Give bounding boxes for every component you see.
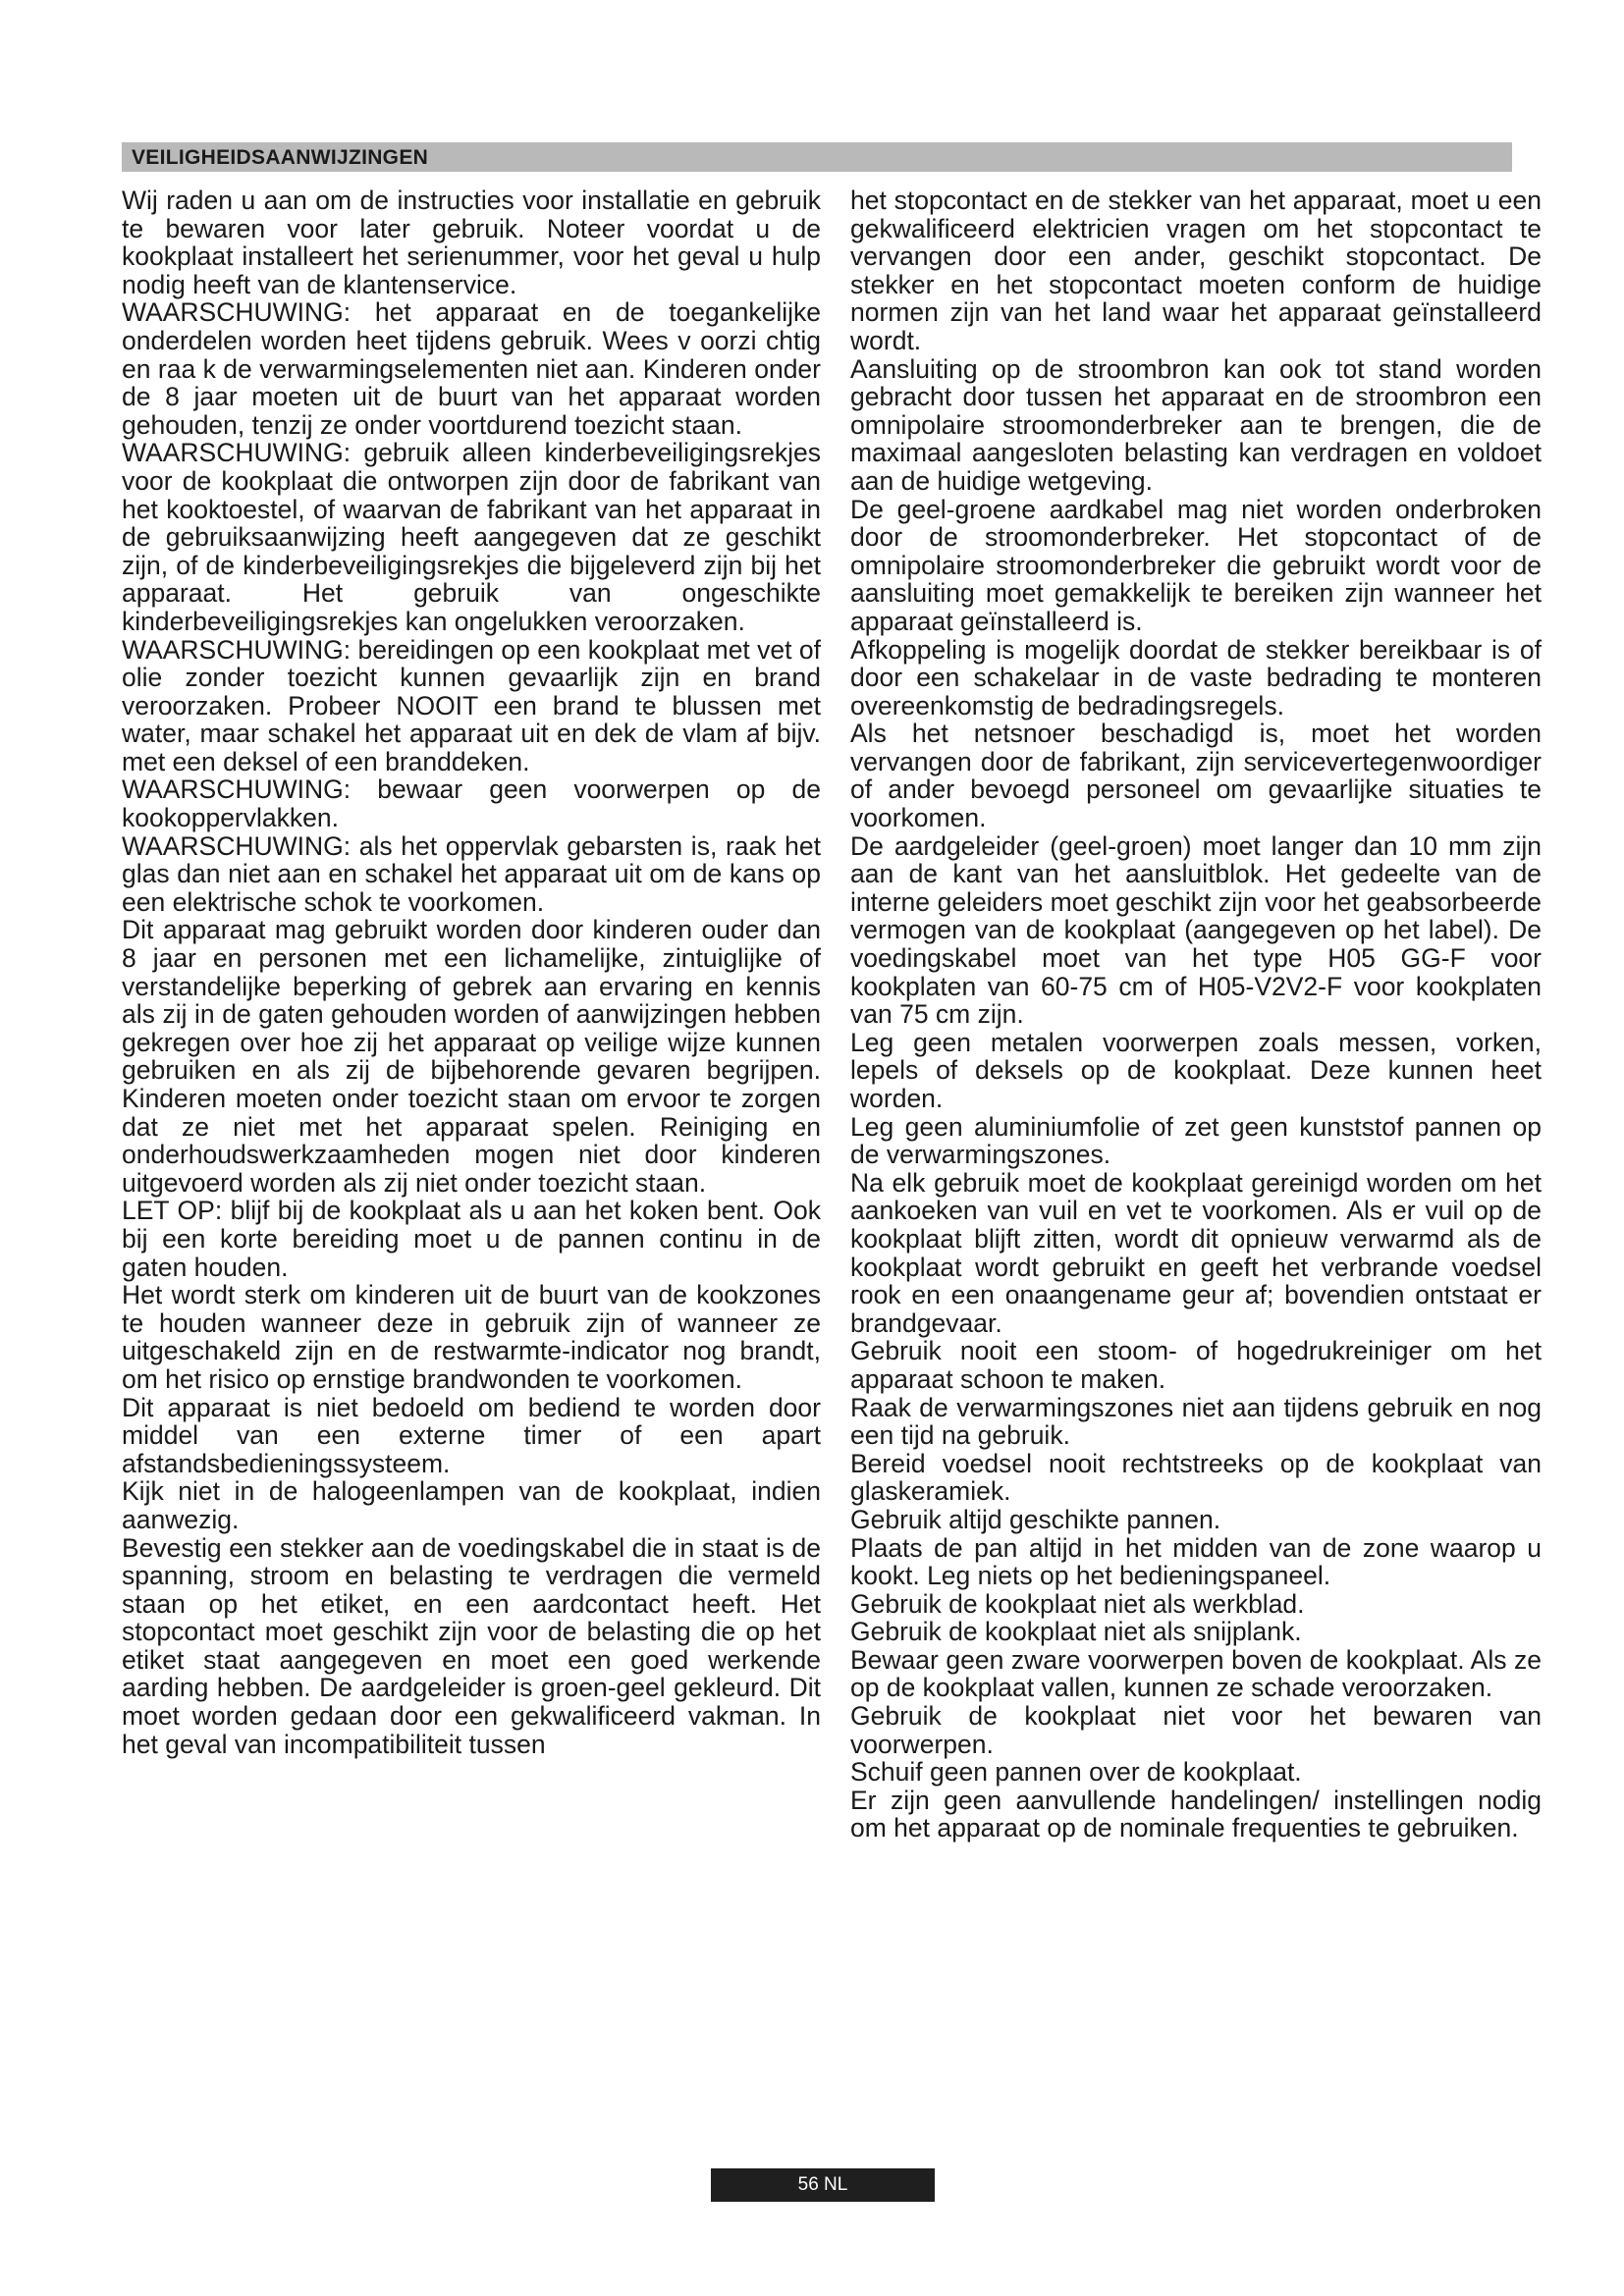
- right-text-column: [850, 187, 1542, 1842]
- paragraph: LET OP: blijf bij de kookplaat als u aan het koken bent. Ook bij een korte bereiding moet u de pannen continu in de gaten houden.: [122, 1196, 821, 1282]
- paragraph: Na elk gebruik moet de kookplaat gereinigd worden om het aankoeken van vuil en vet te voorkomen. Als er vuil op de kookplaat blijft zitten, wordt dit opnieuw verwarmd als de kookplaat wordt gebruikt en geeft het verbrande voedsel rook en een onaangename geur af; bovendien ontstaat er brandgevaar.: [850, 1167, 1542, 1338]
- paragraph: Bewaar geen zware voorwerpen boven de kookplaat. Als ze op de kookplaat vallen, kunnen ze schade veroorzaken.: [850, 1644, 1542, 1703]
- paragraph: WAARSCHUWING: bereidingen op een kookplaat met vet of olie zonder toezicht kunnen gevaarlijk zijn en brand veroorzaken. Probeer NOOIT een brand te blussen met water, maar schakel het apparaat uit en dek de vlam af bijv. met een deksel of een branddeken.: [122, 634, 821, 776]
- paragraph: Gebruik de kookplaat niet als snijplank.: [850, 1617, 1302, 1647]
- paragraph: Als het netsnoer beschadigd is, moet het worden vervangen door de fabrikant, zijn servicevertegenwoordiger of ander bevoegd personeel om gevaarlijke situaties te voorkomen.: [850, 719, 1542, 833]
- paragraph: Leg geen metalen voorwerpen zoals messen, vorken, lepels of deksels op de kookplaat. Deze kunnen heet worden.: [850, 1027, 1542, 1113]
- paragraph: Aansluiting op de stroombron kan ook tot stand worden gebracht door tussen het apparaat en de stroombron een omnipolaire stroomonderbreker aan te brengen, die de maximaal aangesloten belasting kan verdragen en voldoet aan de huidige wetgeving.: [850, 353, 1542, 496]
- paragraph: De geel-groene aardkabel mag niet worden onderbroken door de stroomonderbreker. Het stopcontact of de omnipolaire stroomonderbreker die gebruikt wordt voor de aansluiting moet gemakkelijk te bereiken zijn wanneer het apparaat geïnstalleerd is.: [850, 494, 1542, 636]
- paragraph: Dit apparaat is niet bedoeld om bediend te worden door middel van een externe timer of een apart afstandsbedieningssysteem.: [122, 1392, 821, 1478]
- paragraph: WAARSCHUWING: bewaar geen voorwerpen op de kookoppervlakken.: [122, 774, 821, 833]
- paragraph: Bevestig een stekker aan de voedingskabel die in staat is de spanning, stroom en belasting te verdragen die vermeld staan op het etiket, en een aardcontact heeft. Het stopcontact moet geschikt zijn voor de belasting die op het etiket staat aangegeven en moet een goed werkende aarding hebben. De aardgeleider is groen-geel gekleurd. Dit moet worden gedaan door een gekwalificeerd vakman. In het geval van incompatibiliteit tussen: [122, 1532, 821, 1759]
- paragraph: WAARSCHUWING: gebruik alleen kinderbeveiligingsrekjes voor de kookplaat die ontworpen zijn door de fabrikant van het kooktoestel, of waarvan de fabrikant van het apparaat in de gebruiksaanwijzing heeft aangegeven dat ze geschikt zijn, of de kinderbeveiligingsrekjes die bijgeleverd zijn bij het apparaat. Het gebruik van ongeschikte kinderbeveiligingsrekjes kan ongelukken veroorzaken.: [122, 438, 821, 636]
- paragraph: Wij raden u aan om de instructies voor installatie en gebruik te bewaren voor later gebruik. Noteer voordat u de kookplaat installeert het serienummer, voor het geval u hulp nodig heeft van de klantenservice.: [122, 186, 821, 299]
- paragraph: Plaats de pan altijd in het midden van de zone waarop u kookt. Leg niets op het bedieningspaneel.: [850, 1532, 1542, 1591]
- paragraph: het stopcontact en de stekker van het apparaat, moet u een gekwalificeerd elektricien vragen om het stopcontact te vervangen door een ander, geschikt stopcontact. De stekker en het stopcontact moeten conform de huidige normen zijn van het land waar het apparaat geïnstalleerd wordt.: [850, 186, 1542, 355]
- paragraph: Leg geen aluminiumfolie of zet geen kunststof pannen op de verwarmingszones.: [850, 1111, 1542, 1170]
- paragraph: Gebruik nooit een stoom- of hogedrukreiniger om het apparaat schoon te maken.: [850, 1336, 1542, 1394]
- paragraph: Dit apparaat mag gebruikt worden door kinderen ouder dan 8 jaar en personen met een lichamelijke, zintuiglijke of verstandelijke beperking of gebrek aan ervaring en kennis als zij in de gaten gehouden worden of aanwijzingen hebben gekregen over hoe zij het apparaat op veilige wijze kunnen gebruiken en als zij de bijbehorende gevaren begrijpen. Kinderen moeten onder toezicht staan om ervoor te zorgen dat ze niet met het apparaat spelen. Reiniging en onderhoudswerkzaamheden mogen niet door kinderen uitgevoerd worden als zij niet onder toezicht staan.: [122, 915, 821, 1198]
- paragraph: Kijk niet in de halogeenlampen van de kookplaat, indien aanwezig.: [122, 1476, 821, 1534]
- page-number-badge: [711, 2168, 935, 2202]
- paragraph: Er zijn geen aanvullende handelingen/ instellingen nodig om het apparaat op de nominale frequenties te gebruiken.: [850, 1785, 1542, 1843]
- section-title: VEILIGHEIDSAANWIJZINGEN: [132, 146, 429, 169]
- paragraph: De aardgeleider (geel-groen) moet langer dan 10 mm zijn aan de kant van het aansluitblok. Het gedeelte van de interne geleiders moet geschikt zijn voor het geabsorbeerde vermogen van de kookplaat (aangegeven op het label). De voedingskabel moet van het type H05 GG-F voor kookplaten van 60-75 cm of H05-V2V2-F voor kookplaten van 75 cm zijn.: [850, 830, 1542, 1030]
- paragraph: Afkoppeling is mogelijk doordat de stekker bereikbaar is of door een schakelaar in de vaste bedrading te monteren overeenkomstig de bedradingsregels.: [850, 634, 1542, 721]
- paragraph: Gebruik de kookplaat niet als werkblad.: [850, 1588, 1305, 1619]
- paragraph: Het wordt sterk om kinderen uit de buurt van de kookzones te houden wanneer deze in gebruik zijn of wanneer ze uitgeschakeld zijn en de restwarmte-indicator nog brandt, om het risico op ernstige brandwonden te voorkomen.: [122, 1280, 821, 1394]
- paragraph: Gebruik de kookplaat niet voor het bewaren van voorwerpen.: [850, 1701, 1542, 1759]
- paragraph: Bereid voedsel nooit rechtstreeks op de kookplaat van glaskeramiek.: [850, 1448, 1542, 1507]
- paragraph: Schuif geen pannen over de kookplaat.: [850, 1757, 1302, 1788]
- paragraph: WAARSCHUWING: als het oppervlak gebarsten is, raak het glas dan niet aan en schakel het apparaat uit om de kans op een elektrische schok te voorkomen.: [122, 830, 821, 917]
- section-header-bar: [122, 142, 1512, 172]
- paragraph: Gebruik altijd geschikte pannen.: [850, 1504, 1221, 1534]
- left-text-column: [122, 187, 821, 1758]
- page-number: 56 NL: [797, 2174, 848, 2195]
- paragraph: Raak de verwarmingszones niet aan tijdens gebruik en nog een tijd na gebruik.: [850, 1392, 1542, 1451]
- paragraph: WAARSCHUWING: het apparaat en de toegankelijke onderdelen worden heet tijdens gebruik. Wees v oorzi chtig en raa k de verwarmingselementen niet aan. Kinderen onder de 8 jaar moeten uit de buurt van het apparaat worden gehouden, tenzij ze onder voortdurend toezicht staan.: [122, 297, 821, 440]
